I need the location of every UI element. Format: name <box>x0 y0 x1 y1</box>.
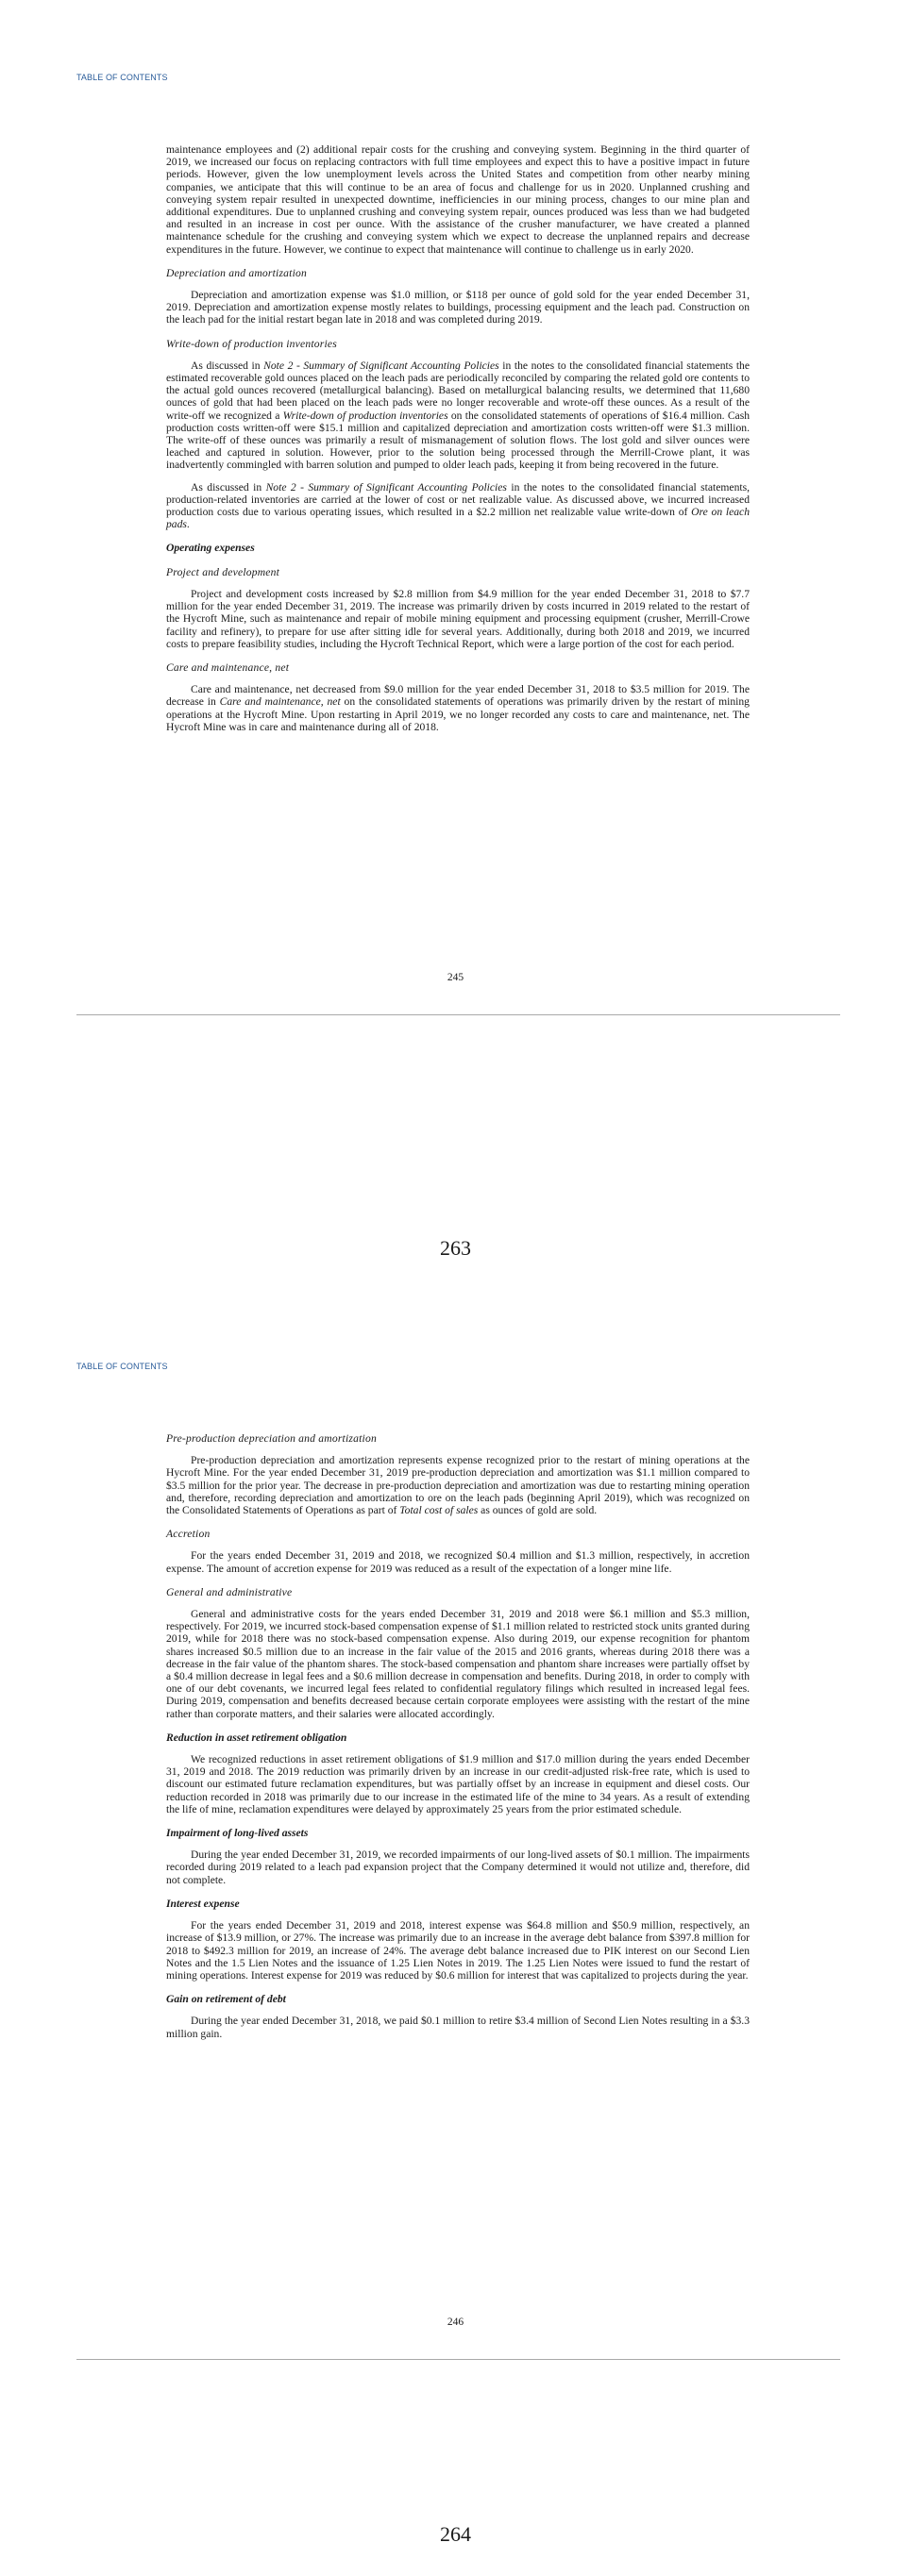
paragraph-write-down-2: As discussed in Note 2 - Summary of Significant Accounting Policies in the notes to the consolidated financial statements, production-related inventories are carried at the lower of cost or net realizable value. As discussed above, we incurred increased production costs due to various operating issues, which resulted in a $2.2 million net realizable value write-down of Ore on leach pads. <box>166 480 751 531</box>
paragraph-maintenance: maintenance employees and (2) additional repair costs for the crushing and conveying system. Beginning in the third quarter of 2019, we increased our focus on replacing contractors with full time employees and expect this to have a positive impact in future periods. However, given the low unemployment levels across the United States and competition from other nearby mining companies, we anticipate that this will continue to be an area of focus and challenge for us in 2020. Unplanned crushing and conveying system repair resulted in unexpected downtime, inefficiencies in our mining process, changes to our mine plan and additional expenditures. Due to unplanned crushing and conveying system repair, ounces produced was less than we had budgeted and resulted in an increase in cost per ounce. With the assistance of the crusher manufacturer, we have created a planned maintenance schedule for the crushing and conveying system which we expect to decrease the unplanned repairs and decrease expenditures in the future. However, we continue to expect that maintenance will continue to challenge us in early 2020. <box>166 143 750 256</box>
paragraph-care-maintenance: Care and maintenance, net decreased from $9.0 million for the year ended December 31, 2018 to $3.5 million for 2019. The decrease in Care and maintenance, net on the consolidated statements of operations was primarily driven by the restart of mining operations at the Hycroft Mine. Upon restarting in April 2019, we no longer recorded any costs to care and maintenance, net. The Hycroft Mine was in care and maintenance during all of 2018. <box>166 683 750 733</box>
page-body <box>166 1432 750 2049</box>
page-divider <box>76 1014 840 1015</box>
heading-interest-expense: Interest expense <box>166 1897 240 1910</box>
heading-asset-retirement: Reduction in asset retirement obligation <box>166 1731 347 1744</box>
heading-gain-retirement-debt: Gain on retirement of debt <box>166 1993 286 2006</box>
page-number: 245 <box>447 972 464 983</box>
pdf-page-number: 264 <box>440 2522 471 2546</box>
note-reference: Note 2 - Summary of Significant Accounting Policies <box>265 480 507 493</box>
heading-accretion: Accretion <box>166 1528 211 1541</box>
paragraph-depreciation: Depreciation and amortization expense was $1.0 million, or $118 per ounce of gold sold for the year ended December 31, 2019. Depreciation and amortization expense mostly relates to buildings, processing equipment and the leach pad. Construction on the leach pad for the initial restart began late in 2018 and was completed during 2019. <box>166 289 750 326</box>
heading-write-down: Write-down of production inventories <box>166 337 337 350</box>
paragraph-pre-production: Pre-production depreciation and amortization represents expense recognized prior to the restart of mining operations at the Hycroft Mine. For the year ended December 31, 2019 pre-production depreciation and amortization was $1.1 million compared to $3.5 million for the prior year. The decrease in pre-production depreciation and amortization was due to restarting mining operation and, therefore, recording depreciation and amortization to ore on the leach pads (beginning April 2019), which was recognized on the Consolidated Statements of Operations as part of Total cost of sales as ounces of gold are sold. <box>166 1454 750 1517</box>
paragraph-gain-retirement-debt: During the year ended December 31, 2018, we paid $0.1 million to retire $3.4 million of Second Lien Notes resulting in a $3.3 million gain. <box>166 2015 750 2040</box>
heading-general-administrative: General and administrative <box>166 1585 293 1598</box>
paragraph-accretion: For the years ended December 31, 2019 and 2018, we recognized $0.4 million and $1.3 million, respectively, in accretion expense. The amount of accretion expense for 2019 was reduced as a result of the expectation of a longer mine life. <box>166 1549 750 1575</box>
pdf-page-number: 263 <box>440 1236 471 1260</box>
paragraph-write-down-1: As discussed in Note 2 - Summary of Significant Accounting Policies in the notes to the consolidated financial statements the estimated recoverable gold ounces placed on the leach pads are periodically reconciled by comparing the related gold ore contents to the actual gold ounces recovered (metallurgical balancing). Based on metallurgical balancing results, we determined that 11,680 ounces of gold that had been placed on the leach pads were no longer recoverable and wrote-off these ounces. As a result of the write-off we recognized a Write-down of production inventories on the consolidated statements of operations of $16.4 million. Cash production costs written-off were $15.1 million and capitalized depreciation and amortization costs written-off were $1.3 million. The write-off of these ounces was primarily a result of mismanagement of solution flows. The lost gold and silver ounces were leached and captured in solution. However, prior to the solution being processed through the Merrill-Crowe plant, it was inadvertently commingled with barren solution and pumped to older leach pads, keeping it from being recovered in the future. <box>166 359 751 472</box>
heading-care-maintenance: Care and maintenance, net <box>166 661 290 674</box>
page-number: 246 <box>447 2317 464 2328</box>
paragraph-project-development: Project and development costs increased by $2.8 million from $4.9 million for the year ended December 31, 2018 to $7.7 million for the year ended December 31, 2019. The increase was primarily driven by costs incurred in 2019 related to the restart of the Hycroft Mine, such as maintenance and repair of mobile mining equipment and processing equipment (crusher, Merrill-Crowe facility and refinery), to prepare for use after sitting idle for several years. Additionally, during both 2018 and 2019, we incurred costs to prepare feasibility studies, including the Hycroft Technical Report, which were a large portion of the cost for each period. <box>166 587 750 650</box>
heading-project-development: Project and development <box>166 565 280 578</box>
paragraph-asset-retirement: We recognized reductions in asset retirement obligations of $1.9 million and $17.0 million during the years ended December 31, 2019 and 2018. The 2019 reduction was primarily driven by an increase in our credit-adjusted risk-free rate, which is used to discount our estimated future reclamation expenditures, but was partially offset by an increase in equipment and diesel costs. Our reduction recorded in 2018 was primarily due to our increase in the estimated life of the mine to 34 years. As a result of extending the life of mine, reclamation expenditures were delayed by approximately 25 years from the prior estimated schedule. <box>166 1753 750 1815</box>
table-of-contents-link[interactable]: TABLE OF CONTENTS <box>76 73 168 82</box>
paragraph-general-administrative: General and administrative costs for the years ended December 31, 2019 and 2018 were $6.1 million and $5.3 million, respectively. For 2019, we incurred stock-based compensation expense of $1.1 million related to restricted stock units granted during 2019, while for 2018 there was no stock-based compensation expense. Also during 2019, our expense recognition for phantom shares increased $0.5 million due to an increase in the fair value of the 2015 and 2016 grants, whereas during 2018 there was a decrease in the fair value of the phantom shares. The stock-based compensation and phantom share increases were partially offset by a $0.4 million decrease in legal fees and a $0.6 million decrease in compensation and benefits. During 2018, in order to comply with one of our debt covenants, we incurred legal fees related to confidential regulatory filings which resulted in increased legal fees. During 2019, compensation and benefits decreased because certain corporate employees were assisting with the restart of the mine rather than corporate matters, and their salaries were allocated accordingly. <box>166 1608 750 1720</box>
heading-pre-production: Pre-production depreciation and amortization <box>166 1432 377 1445</box>
paragraph-interest-expense: For the years ended December 31, 2019 and 2018, interest expense was $64.8 million and $50.9 million, respectively, an increase of $13.9 million, or 27%. The increase was primarily due to an increase in the average debt balance from $397.8 million for 2018 to $492.3 million for 2019, an increase of 24%. The average debt balance increased due to PIK interest on our Second Lien Notes and the 1.5 Lien Notes and the issuance of 1.25 Lien Notes in 2019. The 1.25 Lien Notes were issued to fund the restart of mining operations. Interest expense for 2019 was reduced by $0.6 million for interest that was capitalized to projects during the year. <box>166 1919 750 1982</box>
heading-depreciation: Depreciation and amortization <box>166 266 307 279</box>
page-body <box>166 143 750 743</box>
table-of-contents-link[interactable]: TABLE OF CONTENTS <box>76 1362 168 1371</box>
note-reference: Note 2 - Summary of Significant Accounting Policies <box>263 359 499 372</box>
paragraph-impairment: During the year ended December 31, 2019, we recorded impairments of our long-lived assets of $0.1 million. The impairments recorded during 2019 related to a leach pad expansion project that the Company determined it would not utilize and, therefore, did not complete. <box>166 1848 750 1886</box>
heading-operating-expenses: Operating expenses <box>166 542 255 555</box>
page-divider <box>76 2359 840 2360</box>
heading-impairment: Impairment of long-lived assets <box>166 1827 309 1840</box>
